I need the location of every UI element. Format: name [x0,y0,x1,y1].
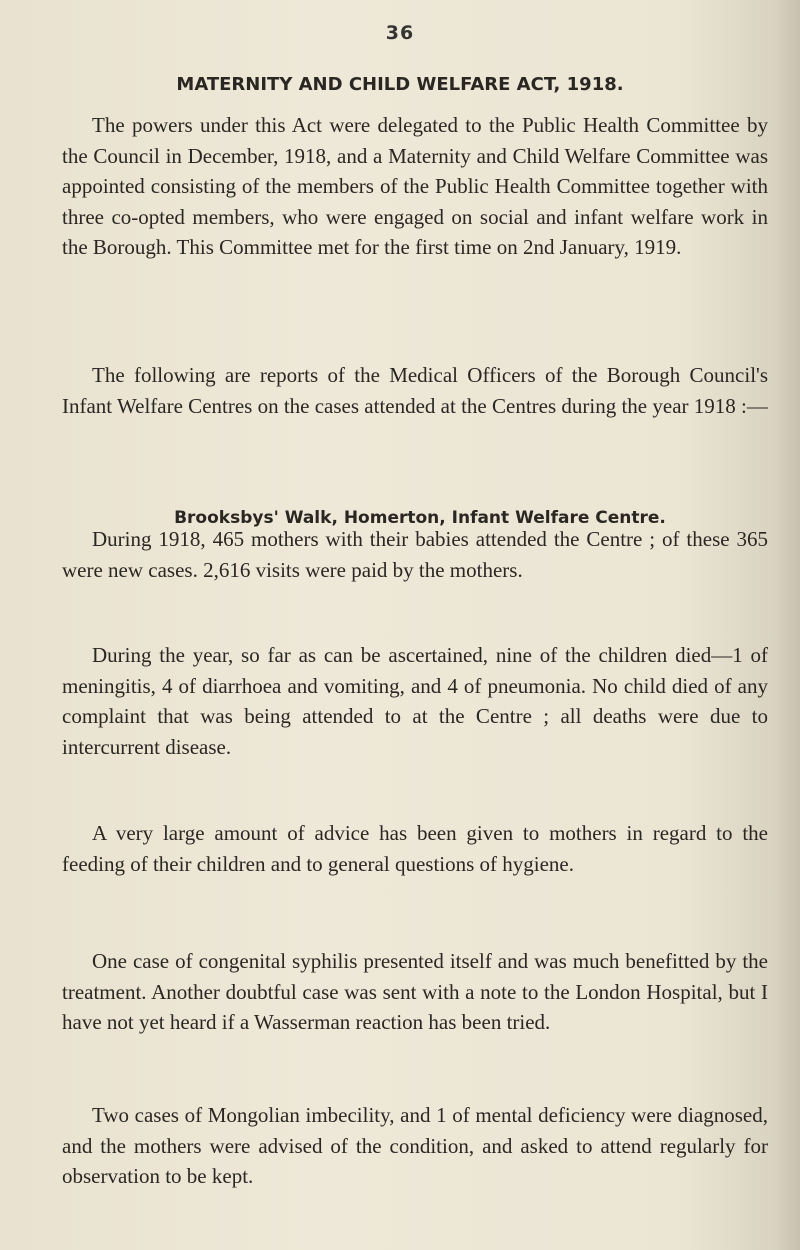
paragraph-mental-deficiency: Two cases of Mongolian imbecility, and 1 of mental deficiency were diagnosed, and the mothers were advised of the condition, and asked to attend regularly for observation to be kept. [62,1103,768,1188]
paragraph-reports-intro: The following are reports of the Medical Officers of the Borough Council's Infant Welfare Centres on the cases attended at the Centres during the year 1918 :— [62,363,768,418]
section-title: MATERNITY AND CHILD WELFARE ACT, 1918. [176,74,624,95]
page-number: 36 [385,22,415,44]
paragraph-attendance: During 1918, 465 mothers with their babies attended the Centre ; of these 365 were new cases. 2,616 visits were paid by the mothers. [62,527,768,582]
paragraph-deaths: During the year, so far as can be ascertained, nine of the children died—1 of meningitis, 4 of diarrhoea and vomiting, and 4 of pneumonia. No child died of any complaint that was being attended to at the Centre ; all deaths were due to intercurrent disease. [62,643,768,759]
paragraph-act-delegation: The powers under this Act were delegated to the Public Health Committee by the Council in December, 1918, and a Maternity and Child Welfare Committee was appointed consisting of the members of the Public Health Committee together with three co-opted members, who were engaged on social and infant welfare work in the Borough. This Committee met for the first time on 2nd January, 1919. [62,113,768,259]
subsection-title: Brooksbys' Walk, Homerton, Infant Welfare Centre. [174,508,666,528]
paragraph-syphilis-case: One case of congenital syphilis presented itself and was much benefitted by the treatment. Another doubtful case was sent with a note to the London Hospital, but I have not yet heard if a Wasserman reaction has been tried. [62,949,768,1034]
paragraph-advice: A very large amount of advice has been given to mothers in regard to the feeding of their children and to general questions of hygiene. [62,821,768,876]
